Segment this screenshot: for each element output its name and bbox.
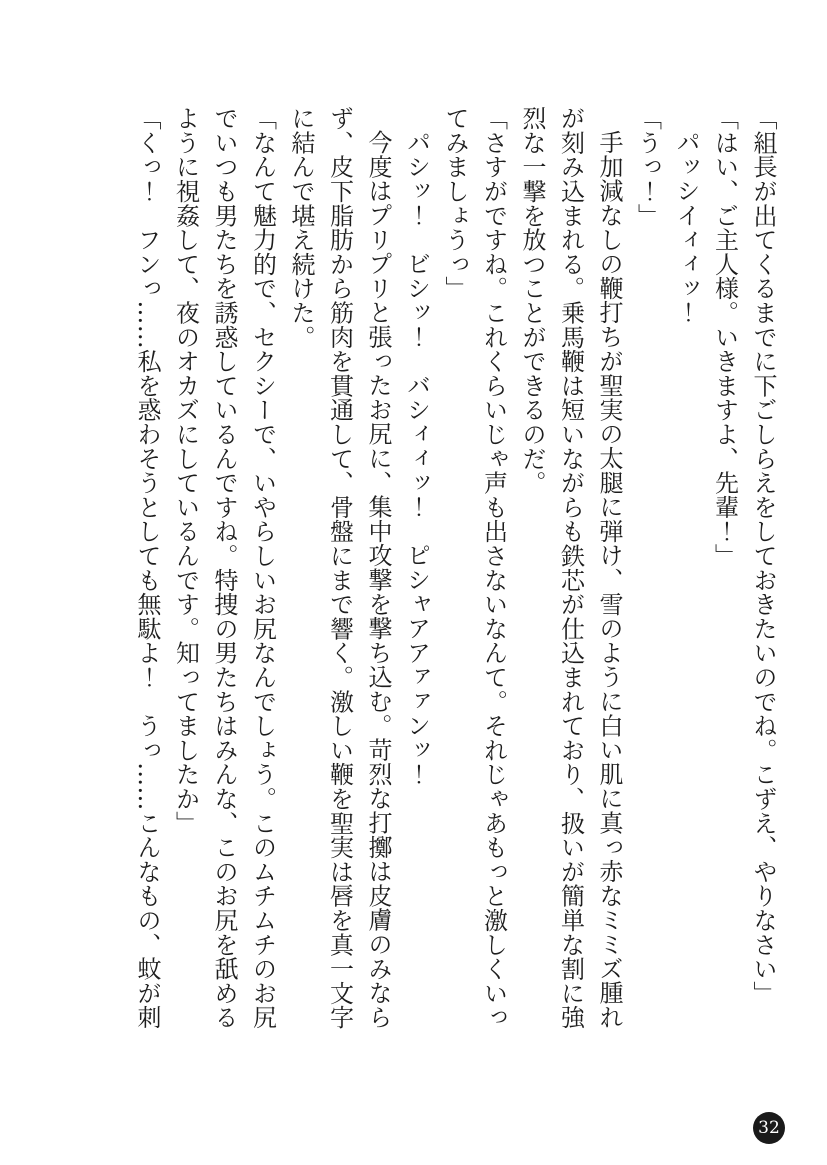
page-number-badge [753,1112,785,1144]
paragraph-line: 今度はプリプリと張ったお尻に、集中攻撃を撃ち込む。苛烈な打擲は皮膚のみならず、皮下脂肪から筋肉を貫通して、骨盤にまで響く。激しい鞭を聖実は唇を真一文字に結んで堪え続けた。 [287,106,392,1030]
paragraph-line: 「くっ！ フンっ……私を惑わそうとしても無駄よ！ うっ……こんなもの、蚊が刺 [133,106,161,1030]
paragraph-line: 「うっ！」 [633,106,662,228]
paragraph-line: パシッ！ ビシッ！ バシィィッ！ ピシャアアァァンッ！ [402,130,431,787]
paragraph-line: 「さすがですね。これくらいじゃ声も出さないなんて。それじゃあもっと激しくいってみましょうっ」 [441,106,508,1030]
vertical-text-block [128,106,782,1036]
paragraph-line: 手加減なしの鞭打ちが聖実の太腿に弾け、雪のように白い肌に真っ赤なミミズ腫れが刻み込まれる。乗馬鞭は短いながらも鉄芯が仕込まれており、扱いが簡単な割に強烈な一撃を放つことができるのだ。 [518,106,623,1030]
paragraph-line: 「はい、ご主人様。いきますよ、先輩！」 [710,106,739,568]
page-number: 32 [758,1117,780,1138]
paragraph-line: 「なんて魅力的で、セクシーで、いやらしいお尻なんでしょう。このムチムチのお尻でいつも男たちを誘惑しているんですね。特捜の男たちはみんな、このお尻を舐めるように視姦して、夜のオカズにしているんです。知ってましたか」 [171,106,277,1030]
paragraph-line: パッシイィィッ！ [672,130,700,325]
paragraph-line: 「組長が出てくるまでに下ごしらえをしておきたいのでね。こずえ、やりなさい」 [749,106,777,1006]
